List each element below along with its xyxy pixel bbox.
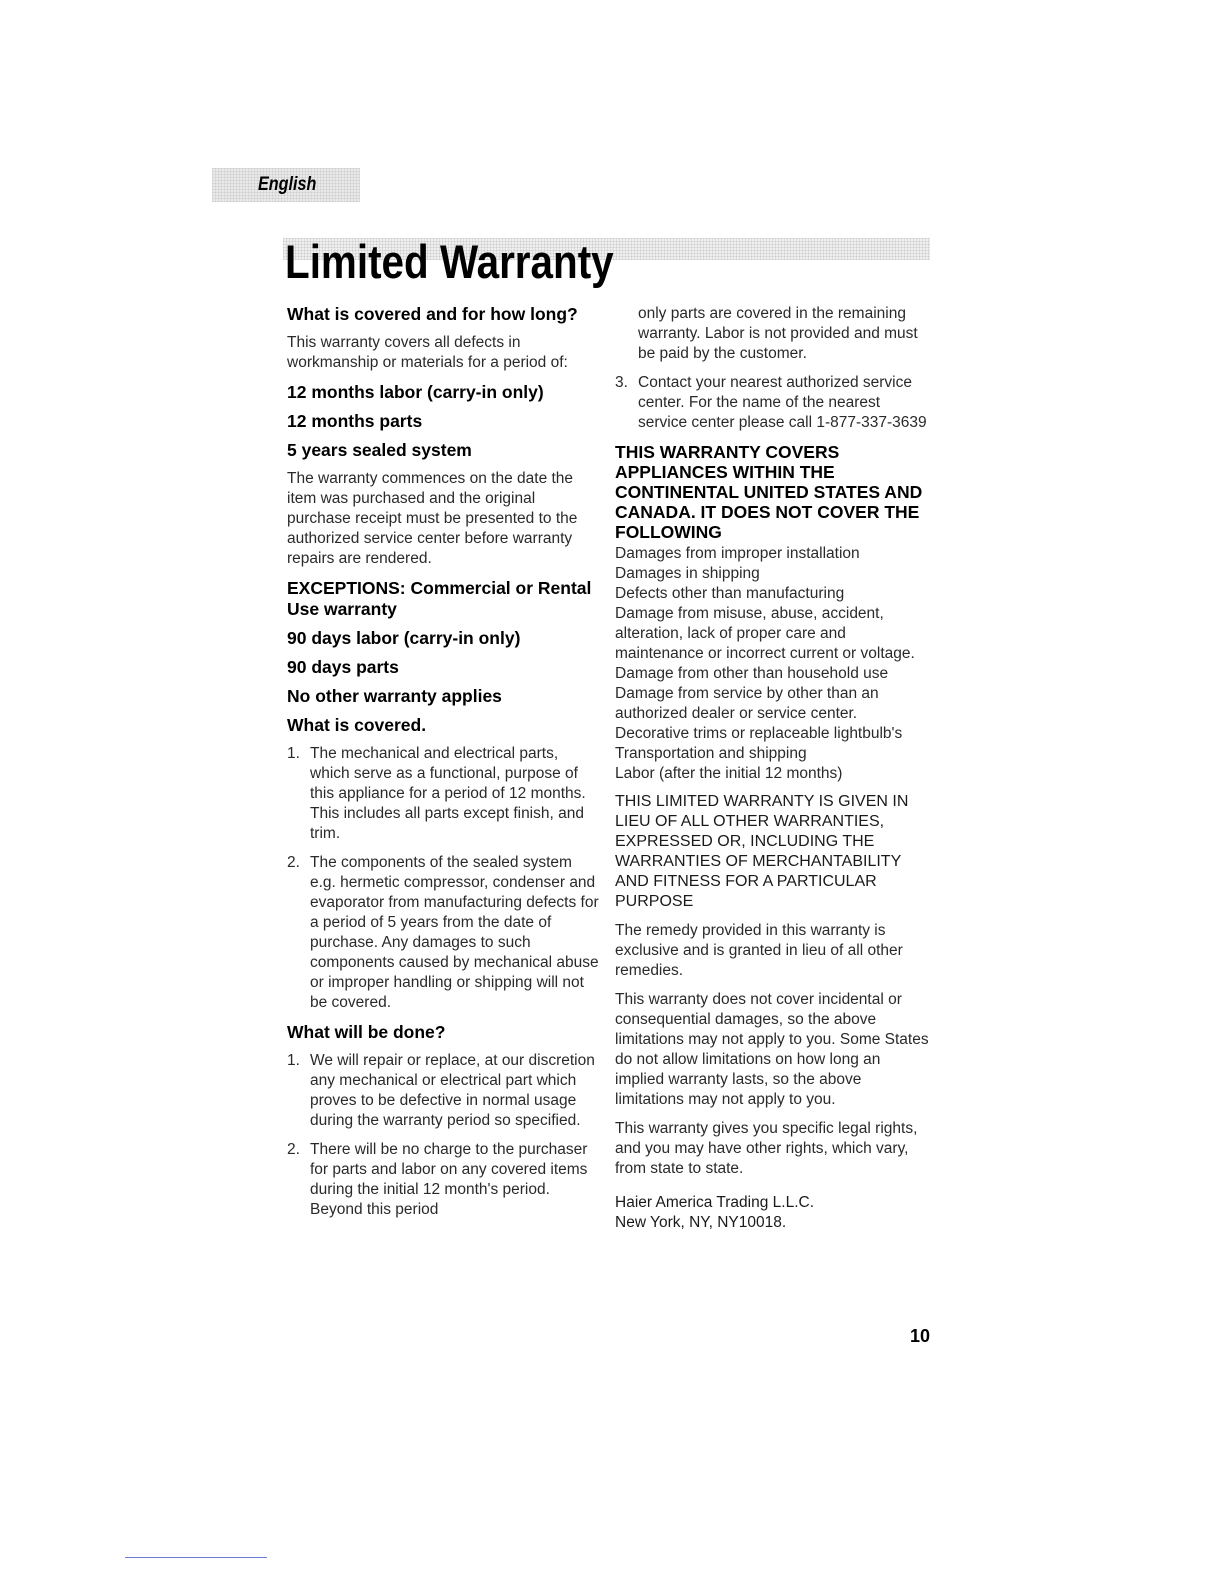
list-item — [615, 373, 933, 433]
coverage-period-parts: 12 months parts — [287, 411, 423, 431]
heading-what-done: What will be done? — [287, 1022, 446, 1042]
list-item — [287, 853, 599, 1013]
incidental-damages-text: This warranty does not cover incidental or consequential damages, so the above limitations may not apply to you. Some States do not allow limitations on how long an implied warranty lasts, so the above limitations may not apply to you. — [615, 991, 929, 1108]
list-item-number: 2. — [287, 854, 300, 871]
language-tab-label: English — [258, 174, 317, 195]
list-item — [287, 744, 599, 844]
heading-what-covered: What is covered. — [287, 715, 427, 735]
list-item-text: Contact your nearest authorized service center. For the name of the nearest service center please call 1-877-337-3639 — [638, 374, 927, 431]
list-item-number: 2. — [287, 1141, 300, 1158]
covered-list — [287, 744, 599, 1013]
list-item-text: The components of the sealed system e.g. hermetic compressor, condenser and evaporator from manufacturing defects for a period of 5 years from the date of purchase. Any damages to such components caused by mechanical abuse or improper handling or shipping will not be covered. — [310, 854, 599, 1011]
list-item — [287, 1051, 599, 1131]
list-item-number: 3. — [615, 374, 628, 391]
right-column — [615, 304, 933, 1233]
in-lieu-statement: THIS LIMITED WARRANTY IS GIVEN IN LIEU OF ALL OTHER WARRANTIES, EXPRESSED OR, INCLUDING THE WARRANTIES OF MERCHANTABILITY AND FITNESS FOR A PARTICULAR PURPOSE — [615, 793, 909, 910]
list-item-text: There will be no charge to the purchaser for parts and labor on any covered items during the initial 12 month's period. Beyond this period — [310, 1141, 588, 1218]
commencement-text: The warranty commences on the date the item was purchased and the original purchase receipt must be presented to the authorized service center before warranty repairs are rendered. — [287, 470, 578, 567]
done-list — [287, 1051, 599, 1220]
not-covered-item: Transportation and shipping — [615, 745, 807, 762]
heading-exceptions: EXCEPTIONS: Commercial or Rental Use warranty — [287, 578, 592, 619]
coverage-intro: This warranty covers all defects in workmanship or materials for a period of: — [287, 334, 568, 371]
coverage-period-sealed: 5 years sealed system — [287, 440, 472, 460]
not-covered-item: Damages from improper installation — [615, 545, 860, 562]
not-covered-item: Damages in shipping — [615, 565, 760, 582]
company-address: New York, NY, NY10018. — [615, 1214, 787, 1231]
heading-coverage-area: THIS WARRANTY COVERS APPLIANCES WITHIN THE CONTINENTAL UNITED STATES AND CANADA. IT DOES NOT COVER THE FOLLOWING — [615, 442, 923, 542]
language-tab — [212, 168, 360, 202]
list-item-text: only parts are covered in the remaining warranty. Labor is not provided and must be paid by the customer. — [638, 305, 918, 362]
list-item — [287, 1140, 599, 1220]
exception-labor: 90 days labor (carry-in only) — [287, 628, 521, 648]
not-covered-item: Defects other than manufacturing — [615, 585, 845, 602]
not-covered-list — [615, 544, 933, 784]
done-list-continued — [615, 304, 933, 433]
company-name: Haier America Trading L.L.C. — [615, 1194, 815, 1211]
exception-no-other: No other warranty applies — [287, 686, 502, 706]
remedy-text: The remedy provided in this warranty is exclusive and is granted in lieu of all other remedies. — [615, 922, 903, 979]
list-item-number: 1. — [287, 1052, 300, 1069]
not-covered-item: Damage from service by other than an authorized dealer or service center. — [615, 685, 879, 722]
heading-covered-how-long: What is covered and for how long? — [287, 304, 578, 324]
list-item-text: The mechanical and electrical parts, which serve as a functional, purpose of this appliance for a period of 12 months. This includes all parts except finish, and trim. — [310, 745, 586, 842]
page-number: 10 — [910, 1326, 931, 1346]
list-item-number: 1. — [287, 745, 300, 762]
legal-rights-text: This warranty gives you specific legal rights, and you may have other rights, which vary, from state to state. — [615, 1120, 918, 1177]
not-covered-item: Damage from misuse, abuse, accident, alteration, lack of proper care and maintenance or incorrect current or voltage. — [615, 605, 915, 662]
not-covered-item: Labor (after the initial 12 months) — [615, 765, 843, 782]
page-title: Limited Warranty — [285, 235, 614, 288]
list-item-continuation — [615, 304, 933, 364]
not-covered-item: Damage from other than household use — [615, 665, 889, 682]
not-covered-item: Decorative trims or replaceable lightbulb's — [615, 725, 903, 742]
exception-parts: 90 days parts — [287, 657, 399, 677]
left-column — [287, 304, 599, 1229]
coverage-period-labor: 12 months labor (carry-in only) — [287, 382, 544, 402]
list-item-text: We will repair or replace, at our discretion any mechanical or electrical part which proves to be defective in normal usage during the warranty period so specified. — [310, 1052, 595, 1129]
bottom-rule — [125, 1557, 267, 1558]
